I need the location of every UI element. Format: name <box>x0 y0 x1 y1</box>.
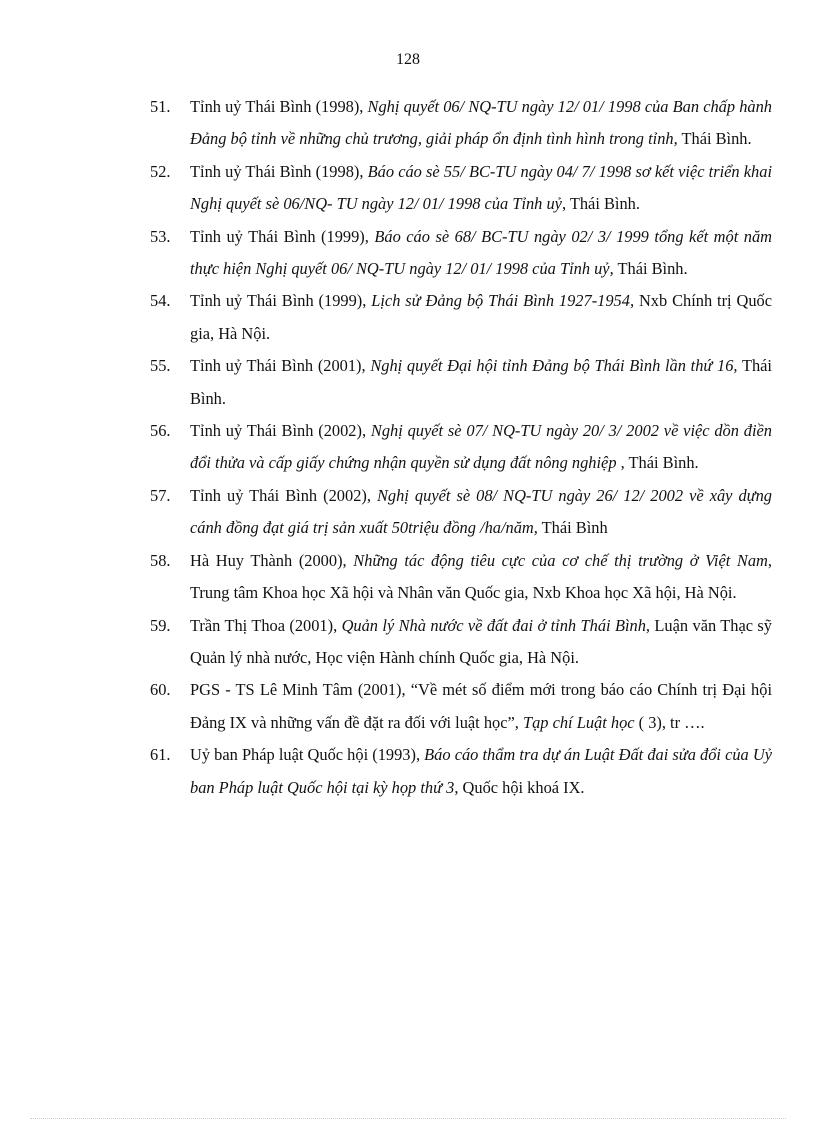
reference-number: 54. <box>150 291 171 311</box>
reference-number: 51. <box>150 97 171 116</box>
reference-item <box>150 415 772 480</box>
reference-segment: Thái Bình <box>537 518 608 538</box>
reference-number: 53. <box>150 226 171 246</box>
reference-title: Nghị quyết 06/ NQ-TU ngày 12/ 01/ 1998 của Ban chấp hành Đảng bộ tỉnh về những chủ trương, giải pháp ổn định tình hình trong tỉnh, <box>190 97 773 149</box>
reference-item <box>150 350 772 415</box>
reference-segment: Tỉnh uỷ Thái Bình (2001), <box>190 356 371 376</box>
reference-segment: , Thái Bình. <box>561 194 640 214</box>
reference-number: 58. <box>150 550 171 570</box>
reference-number: 57. <box>150 485 171 505</box>
reference-item <box>150 221 772 286</box>
reference-number: 56. <box>150 421 171 441</box>
reference-item <box>150 480 772 545</box>
reference-list <box>150 91 772 804</box>
reference-item <box>150 739 772 804</box>
reference-segment: Trần Thị Thoa (2001), <box>190 615 342 635</box>
reference-segment: , Trung tâm Khoa học Xã hội và Nhân văn Quốc gia, Nxb Khoa học Xã hội, Hà Nội. <box>190 550 772 603</box>
reference-item <box>150 285 772 350</box>
reference-text <box>190 739 772 804</box>
footer-divider <box>30 1118 786 1119</box>
reference-title: Nghị quyết sè 08/ NQ-TU ngày 26/ 12/ 2002 về xây dựng cánh đồng đạt giá trị sản xuất 50triệu đồng /ha/năm, <box>190 485 773 538</box>
reference-segment: Tỉnh uỷ Thái Bình (1999), <box>190 226 375 246</box>
reference-title: Lịch sử Đảng bộ Thái Bình 1927-1954, <box>371 291 635 311</box>
reference-title: Báo cáo sè 55/ BC-TU ngày 04/ 7/ 1998 sơ kết việc triển khai Nghị quyết sè 06/NQ- TU ngày 12/ 01/ 1998 của Tỉnh uỷ <box>190 161 772 214</box>
reference-segment: ( 3), tr …. <box>634 712 705 732</box>
reference-item <box>150 610 772 675</box>
reference-text <box>190 221 772 286</box>
reference-text <box>190 156 772 221</box>
reference-segment: , Quốc hội khoá IX. <box>454 777 585 797</box>
reference-segment: Nxb Chính trị Quốc gia, Hà Nội. <box>190 291 773 343</box>
reference-number: 59. <box>150 615 171 635</box>
reference-text <box>190 350 772 415</box>
reference-title: Nghị quyết Đại hội tỉnh Đảng bộ Thái Bình lần thứ 16, <box>370 356 738 376</box>
reference-text <box>190 285 772 350</box>
reference-number: 52. <box>150 161 171 181</box>
reference-title: Báo cáo thẩm tra dự án Luật Đất đai sửa đổi của Uỷ ban Pháp luật Quốc hội tại kỳ họp thứ 3 <box>190 745 772 797</box>
reference-number: 61. <box>150 745 171 765</box>
reference-segment: Luận văn Thạc sỹ Quản lý nhà nước, Học viện Hành chính Quốc gia, Hà Nội. <box>190 615 772 667</box>
reference-text <box>190 415 772 480</box>
reference-title: Quản lý Nhà nước về đất đai ở tỉnh Thái Bình, <box>341 615 651 635</box>
reference-segment: Hà Huy Thành (2000), <box>190 550 354 570</box>
reference-segment: , Thái Bình. <box>616 453 699 473</box>
reference-segment: Thái Bình. <box>677 129 752 149</box>
reference-item <box>150 156 772 221</box>
reference-text <box>190 545 772 610</box>
reference-title: Báo cáo sè 68/ BC-TU ngày 02/ 3/ 1999 tổng kết một năm thực hiện Nghị quyết 06/ NQ-TU ngày 12/ 01/ 1998 của Tỉnh uỷ, <box>190 226 772 279</box>
reference-title: Những tác động tiêu cực của cơ chế thị trường ở Việt Nam <box>353 550 768 570</box>
reference-item <box>150 91 772 156</box>
reference-number: 55. <box>150 356 171 376</box>
reference-segment: Tỉnh uỷ Thái Bình (2002), <box>190 485 377 505</box>
reference-segment: Tỉnh uỷ Thái Bình (1998), <box>190 161 368 181</box>
reference-segment: Tỉnh uỷ Thái Bình (1999), <box>190 291 372 311</box>
reference-item <box>150 674 772 739</box>
reference-title: Tạp chí Luật học <box>522 712 635 732</box>
reference-text <box>190 674 772 739</box>
reference-segment: Uỷ ban Pháp luật Quốc hội (1993), <box>190 745 425 765</box>
reference-title: Nghị quyết sè 07/ NQ-TU ngày 20/ 3/ 2002 về việc dồn điền đổi thửa và cấp giấy chứng nhận quyền sử dụng đất nông nghiệp <box>190 421 772 473</box>
page-number: 128 <box>396 51 420 68</box>
reference-segment: Tỉnh uỷ Thái Bình (2002), <box>190 421 371 441</box>
reference-text <box>190 91 772 156</box>
reference-number: 60. <box>150 680 171 700</box>
reference-text <box>190 610 772 675</box>
reference-segment: PGS - TS Lê Minh Tâm (2001), “Về mét số điểm mới trong báo cáo Chính trị Đại hội Đảng IX và những vấn đề đặt ra đối với luật học”, <box>190 680 772 732</box>
reference-segment: Thái Bình. <box>613 259 688 279</box>
reference-segment: Thái Bình. <box>190 356 772 408</box>
reference-item <box>150 545 772 610</box>
reference-text <box>190 480 772 545</box>
reference-segment: Tỉnh uỷ Thái Bình (1998), <box>190 97 368 116</box>
